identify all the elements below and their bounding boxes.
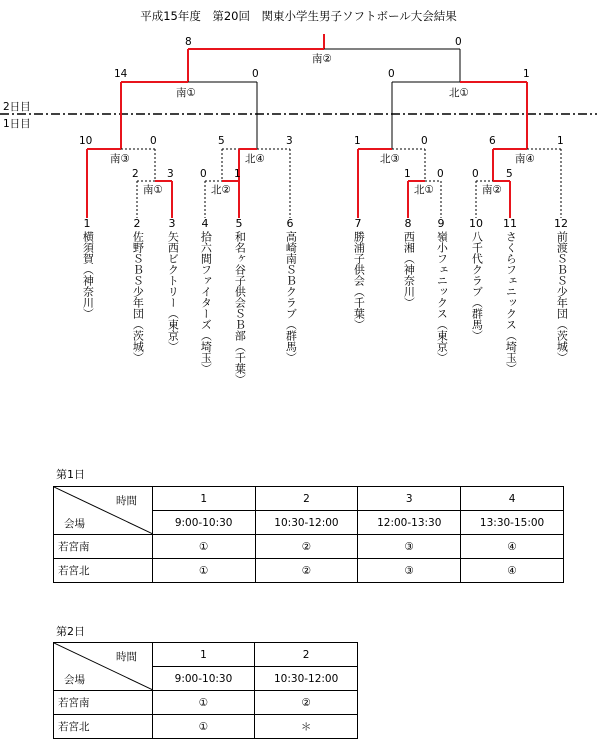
schedule-cell: ④ (461, 559, 564, 583)
team-name: 拾六間ファイターズ（埼玉） (199, 230, 213, 374)
slot-number: 2 (255, 643, 358, 667)
slot-time: 9:00-10:30 (152, 511, 255, 535)
slot-time: 10:30-12:00 (255, 667, 358, 691)
header-diagonal-cell (54, 487, 153, 535)
court-label: 北④ (245, 153, 265, 165)
team-number: 12 (554, 217, 568, 230)
team-entry (197, 218, 213, 374)
team-entry (282, 218, 298, 363)
score: 10 (79, 135, 93, 147)
score: 0 (455, 36, 462, 48)
score: 14 (114, 68, 128, 80)
slot-number: 1 (152, 643, 255, 667)
schedule-cell: ② (255, 691, 358, 715)
court-label: 北① (414, 184, 434, 196)
schedule-day2-table (53, 642, 358, 739)
score: 0 (388, 68, 395, 80)
slot-time: 9:00-10:30 (152, 667, 255, 691)
score: 0 (150, 135, 157, 147)
team-number: 11 (503, 217, 517, 230)
header-diagonal-cell (54, 643, 153, 691)
court-label: 南② (482, 184, 502, 196)
court-label: 南① (176, 87, 196, 99)
day1-label: 1日目 (3, 118, 31, 130)
team-number: 9 (437, 217, 445, 230)
schedule-cell: ④ (461, 535, 564, 559)
team-name: 矢西ビクトリー（東京） (166, 230, 180, 352)
schedule-cell: ① (152, 715, 255, 739)
slot-number: 4 (461, 487, 564, 511)
header-time: 時間 (116, 651, 137, 663)
team-name: 和名ヶ谷子供会ＳＢ部（千葉） (233, 230, 247, 385)
team-entry (164, 218, 180, 352)
header-venue: 会場 (64, 518, 85, 530)
score: 1 (557, 135, 564, 147)
team-name: 八千代クラブ（群馬） (470, 230, 484, 341)
court-label: 南③ (110, 153, 130, 165)
team-number: 1 (83, 217, 91, 230)
schedule-cell: ＊ (255, 715, 358, 739)
team-name: 佐野ＳＢＳ少年団（茨城） (131, 230, 145, 363)
venue-name: 若宮北 (54, 559, 153, 583)
score: 3 (286, 135, 293, 147)
team-entry (231, 218, 247, 385)
page-title: 平成15年度 第20回 関東小学生男子ソフトボール大会結果 (140, 9, 457, 23)
slot-time: 12:00-13:30 (358, 511, 461, 535)
court-label: 北③ (380, 153, 400, 165)
court-label: 南① (143, 184, 163, 196)
schedule-day1-label: 第1日 (56, 468, 85, 481)
score: 0 (200, 168, 207, 180)
team-name: 西湘（神奈川） (402, 230, 416, 308)
score: 2 (132, 168, 139, 180)
score: 6 (489, 135, 496, 147)
team-entry (129, 218, 145, 363)
team-name: 前渡ＳＢＳ少年団（茨城） (555, 230, 569, 363)
score: 8 (185, 36, 192, 48)
court-label: 北① (449, 87, 469, 99)
team-entry (400, 218, 416, 308)
slot-number: 3 (358, 487, 461, 511)
team-name: 勝浦子供会（千葉） (352, 230, 366, 330)
schedule-cell: ② (255, 535, 358, 559)
score: 0 (437, 168, 444, 180)
venue-name: 若宮北 (54, 715, 153, 739)
schedule-cell: ① (152, 535, 255, 559)
team-number: 3 (168, 217, 176, 230)
team-number: 2 (133, 217, 141, 230)
score: 3 (167, 168, 174, 180)
score: 0 (421, 135, 428, 147)
team-number: 7 (354, 217, 362, 230)
team-name: さくらフェニックス（埼玉） (504, 230, 518, 374)
team-number: 8 (404, 217, 412, 230)
schedule-cell: ② (255, 559, 358, 583)
score: 0 (252, 68, 259, 80)
team-entry (79, 218, 95, 319)
slot-time: 10:30-12:00 (255, 511, 358, 535)
slot-number: 2 (255, 487, 358, 511)
schedule-cell: ① (152, 559, 255, 583)
score: 1 (234, 168, 241, 180)
score: 5 (218, 135, 225, 147)
schedule-cell: ① (152, 691, 255, 715)
slot-number: 1 (152, 487, 255, 511)
schedule-day1-table (53, 486, 564, 583)
team-name: 高崎南ＳＢクラブ（群馬） (284, 230, 298, 363)
team-number: 6 (286, 217, 294, 230)
score: 5 (506, 168, 513, 180)
team-entry (553, 218, 569, 363)
venue-name: 若宮南 (54, 691, 153, 715)
venue-name: 若宮南 (54, 535, 153, 559)
team-name: 横須賀（神奈川） (81, 230, 95, 319)
team-entry (468, 218, 484, 341)
score: 1 (523, 68, 530, 80)
team-number: 5 (235, 217, 243, 230)
tournament-bracket (0, 0, 597, 220)
header-time: 時間 (116, 495, 137, 507)
team-entry (350, 218, 366, 330)
schedule-cell: ③ (358, 535, 461, 559)
team-number: 4 (201, 217, 209, 230)
team-entry (502, 218, 518, 374)
team-entry (433, 218, 449, 363)
schedule-day2-label: 第2日 (56, 625, 85, 638)
team-name: 嶺小フェニックス（東京） (435, 230, 449, 363)
slot-time: 13:30-15:00 (461, 511, 564, 535)
team-number: 10 (469, 217, 483, 230)
court-label: 北② (211, 184, 231, 196)
header-venue: 会場 (64, 674, 85, 686)
day2-label: 2日目 (3, 101, 31, 113)
court-label: 南② (312, 53, 332, 65)
court-label: 南④ (515, 153, 535, 165)
schedule-cell: ③ (358, 559, 461, 583)
score: 0 (472, 168, 479, 180)
score: 1 (354, 135, 361, 147)
score: 1 (404, 168, 411, 180)
